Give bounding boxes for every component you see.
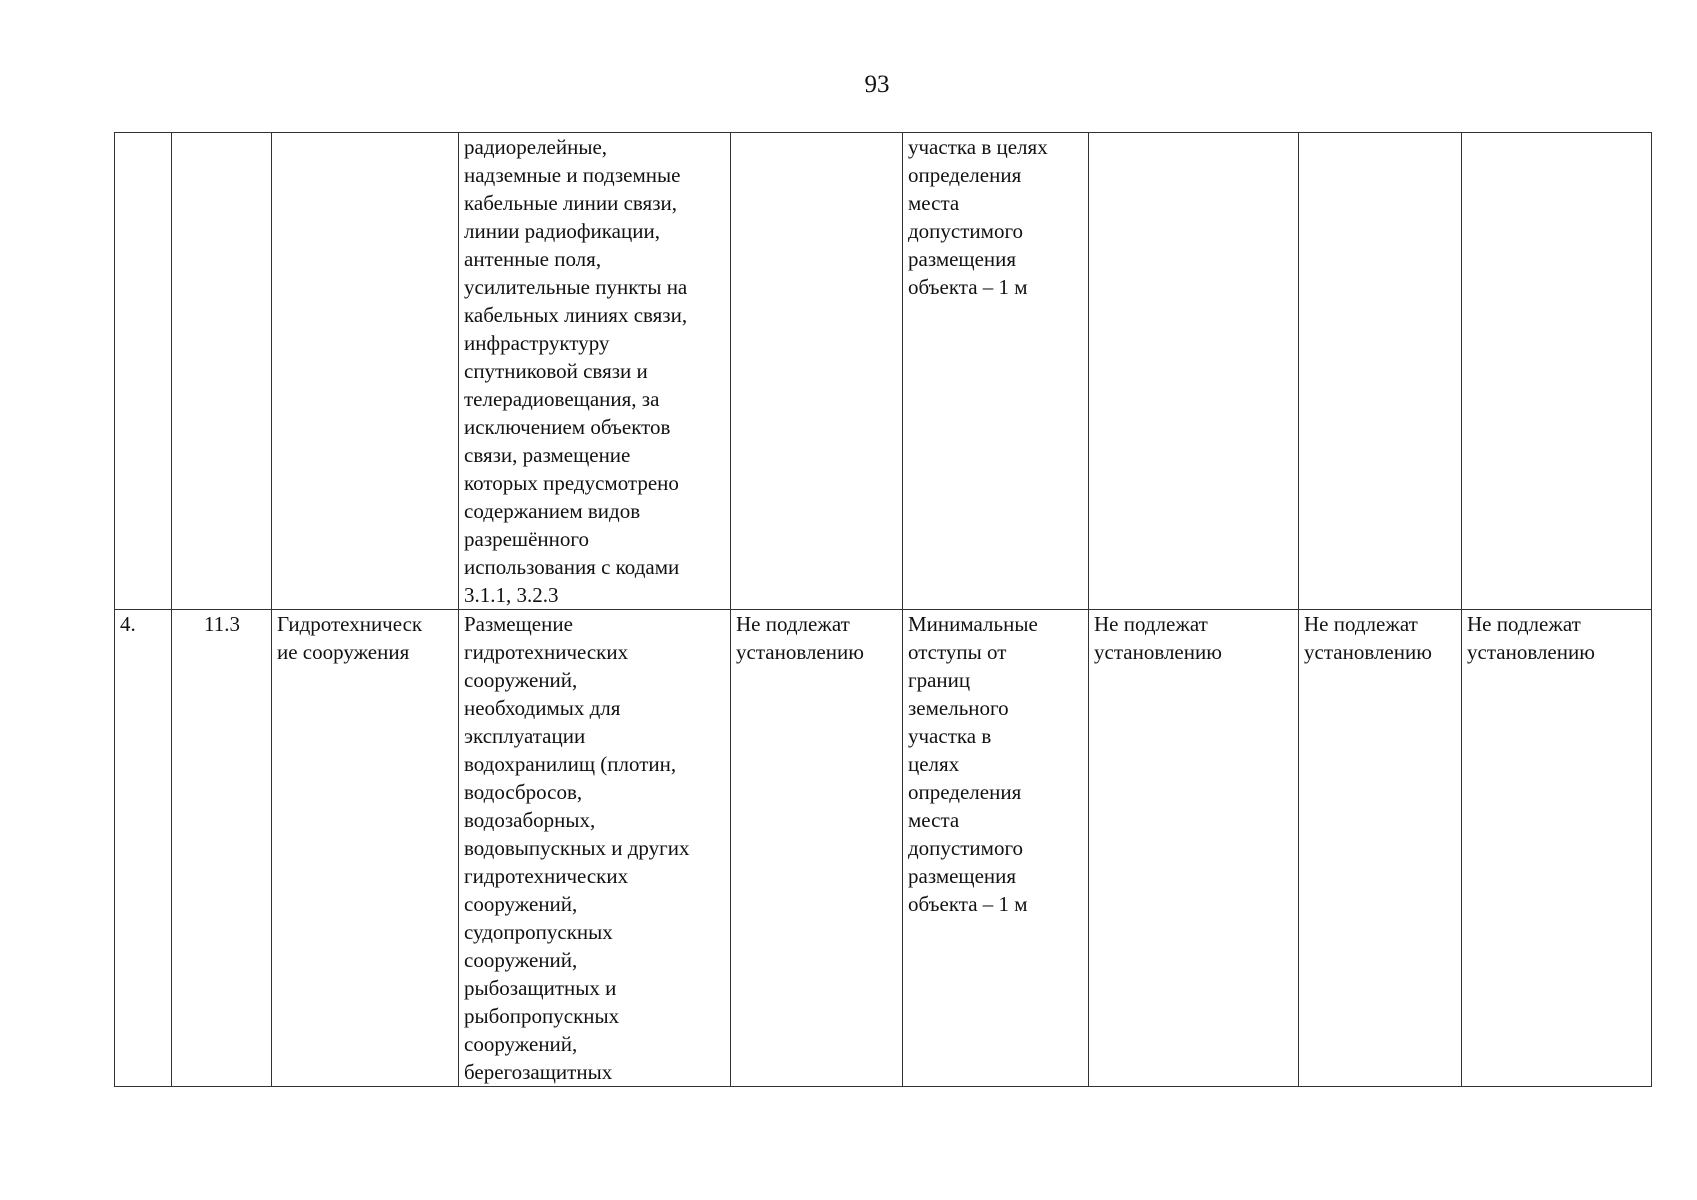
page-number: 93 <box>864 71 890 98</box>
parameter-cell-8: Не подлежат установлению <box>1299 610 1462 1087</box>
row-number-cell: 4. <box>115 610 172 1087</box>
use-code-cell <box>172 133 272 610</box>
use-description-cell: Размещение гидротехнических сооружений, необходимых для эксплуатации водохранилищ (плотин, водосбросов, водозаборных, водовыпускных и других гидротехнических сооружений, судопропускных сооружений, рыбозащитных и рыбопропускных сооружений, берегозащитных <box>459 610 731 1087</box>
parameter-cell-5 <box>731 133 903 610</box>
row-number-cell <box>115 133 172 610</box>
setback-cell: участка в целях определения места допустимого размещения объекта – 1 м <box>903 133 1089 610</box>
parameter-cell-5: Не подлежат установлению <box>731 610 903 1087</box>
parameter-cell-9: Не подлежат установлению <box>1462 610 1652 1087</box>
setback-cell: Минимальные отступы от границ земельного участка в целях определения места допустимого размещения объекта – 1 м <box>903 610 1089 1087</box>
use-code-cell: 11.3 <box>172 610 272 1087</box>
use-name-cell <box>272 133 459 610</box>
parameter-cell-9 <box>1462 133 1652 610</box>
parameter-cell-8 <box>1299 133 1462 610</box>
table-row <box>115 610 1652 1087</box>
parameter-cell-7: Не подлежат установлению <box>1089 610 1299 1087</box>
table-row <box>115 133 1652 610</box>
use-description-cell: радиорелейные, надземные и подземные кабельные линии связи, линии радиофикации, антенные поля, усилительные пункты на кабельных линиях связи, инфраструктуру спутниковой связи и телерадиовещания, за исключением объектов связи, размещение которых предусмотрено содержанием видов разрешённого использования с кодами 3.1.1, 3.2.3 <box>459 133 731 610</box>
regulations-table <box>114 132 1652 1087</box>
use-name-cell: Гидротехническ ие сооружения <box>272 610 459 1087</box>
parameter-cell-7 <box>1089 133 1299 610</box>
